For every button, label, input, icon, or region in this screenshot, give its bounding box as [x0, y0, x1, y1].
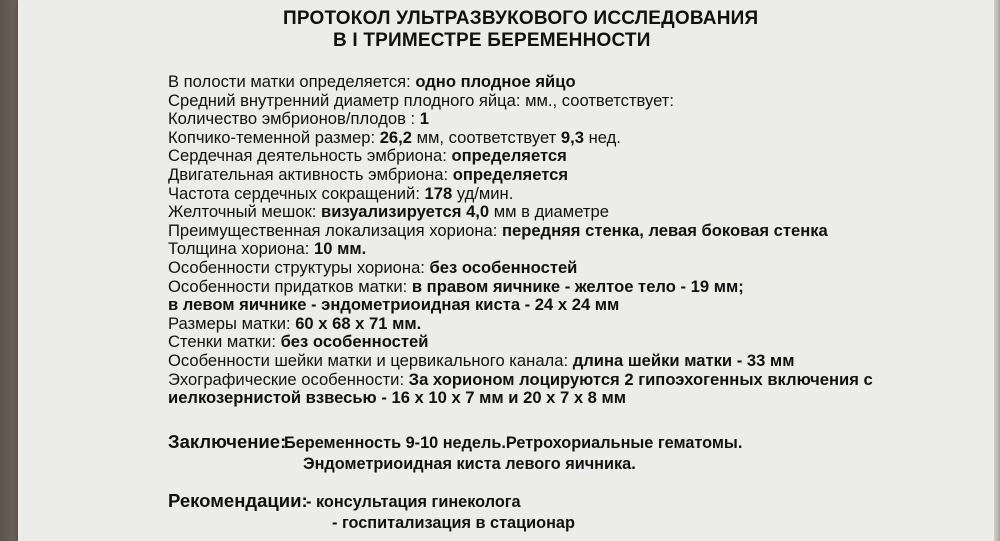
protocol-row — [168, 314, 421, 334]
row-label: Частота сердечных сокращений: — [168, 183, 425, 203]
row-label: Сердечная деятельность эмбриона: — [168, 146, 452, 166]
row-label: Копчико-теменной размер: — [168, 127, 380, 147]
row-value: иелкозернистой взвесью - 16 х 10 х 7 мм и 20 х 7 х 8 мм — [168, 388, 627, 408]
row-label: Эхографические особенности: — [168, 369, 409, 389]
row-label: Стенки матки: — [168, 332, 281, 352]
row-tail: мм в диаметре — [489, 202, 609, 222]
protocol-row — [168, 184, 513, 204]
row-value: определяется — [451, 146, 567, 166]
protocol-row — [168, 239, 366, 259]
row-label: Особенности шейки матки и цервикального канала: — [168, 351, 573, 370]
row-value-2: 9,3 — [560, 127, 584, 147]
protocol-row — [168, 295, 619, 315]
row-value: За хорионом лоцируются 2 гипоэхогенных включения с — [408, 369, 873, 389]
row-value: в правом яичнике - желтое тело - 19 мм; — [411, 276, 744, 296]
protocol-row — [168, 258, 577, 278]
row-value: 1 — [419, 109, 429, 129]
protocol-row — [168, 221, 828, 241]
row-value: передняя стенка, левая боковая стенка — [501, 220, 828, 240]
row-label: Преимущественная локализация хориона: — [168, 220, 502, 240]
row-value: визуализируется 4,0 — [321, 202, 490, 222]
protocol-title-line2: В I ТРИМЕСТРЕ БЕРЕМЕННОСТИ — [333, 30, 651, 51]
protocol-row — [168, 109, 429, 129]
row-value: без особенностей — [429, 258, 578, 277]
row-value: одно плодное яйцо — [415, 72, 576, 91]
protocol-row — [168, 72, 576, 92]
row-value: в левом яичнике - эндометриоидная киста - 24 х 24 мм — [168, 295, 620, 315]
row-tail: мм, соответствует — [411, 127, 561, 147]
protocol-row — [168, 370, 873, 390]
protocol-row — [168, 202, 609, 222]
protocol-row — [168, 332, 428, 352]
row-label: Толщина хориона: — [168, 239, 314, 259]
row-tail: уд/мин. — [452, 183, 514, 203]
row-value: 178 — [424, 183, 453, 203]
row-value: 60 х 68 х 71 мм. — [295, 313, 422, 333]
row-label: Размеры матки: — [168, 313, 296, 333]
protocol-row — [168, 351, 794, 371]
row-value: 10 мм. — [314, 239, 367, 259]
protocol-row — [168, 128, 621, 148]
protocol-row — [168, 91, 674, 111]
protocol-row — [168, 277, 744, 297]
row-label: В полости матки определяется: — [168, 72, 416, 91]
row-value: без особенностей — [280, 332, 429, 352]
row-value: определяется — [452, 165, 569, 184]
protocol-row — [168, 388, 626, 408]
row-label: Особенности придатков матки: — [168, 276, 412, 296]
conclusion-line2: Эндометриоидная киста левого яичника. — [303, 455, 636, 473]
right-edge-shadow — [994, 0, 1000, 541]
recommendation-line2: - госпитализация в стационар — [332, 514, 575, 532]
row-label: Средний внутренний диаметр плодного яйца: мм., соответствует: — [168, 90, 675, 110]
row-value: 26,2 — [379, 127, 412, 147]
row-value: длина шейки матки - 33 мм — [572, 351, 795, 370]
protocol-row — [168, 146, 567, 166]
recommendation-line1: - консультация гинеколога — [306, 493, 521, 511]
protocol-sheet — [18, 0, 1000, 541]
protocol-title-line1: ПРОТОКОЛ УЛЬТРАЗВУКОВОГО ИССЛЕДОВАНИЯ — [283, 8, 759, 29]
row-label: Двигательная активность эмбриона: — [168, 165, 453, 184]
conclusion-line1: Беременность 9-10 недель.Ретрохориальные гематомы. — [284, 434, 743, 452]
row-label: Особенности структуры хориона: — [168, 258, 430, 277]
protocol-row — [168, 165, 568, 185]
row-label: Количество эмбрионов/плодов : — [168, 109, 420, 129]
row-tail-2: нед. — [583, 127, 621, 147]
row-label: Желточный мешок: — [168, 202, 322, 222]
conclusion-label: Заключение: — [168, 431, 287, 452]
recommendations-label: Рекомендации: — [168, 490, 308, 511]
